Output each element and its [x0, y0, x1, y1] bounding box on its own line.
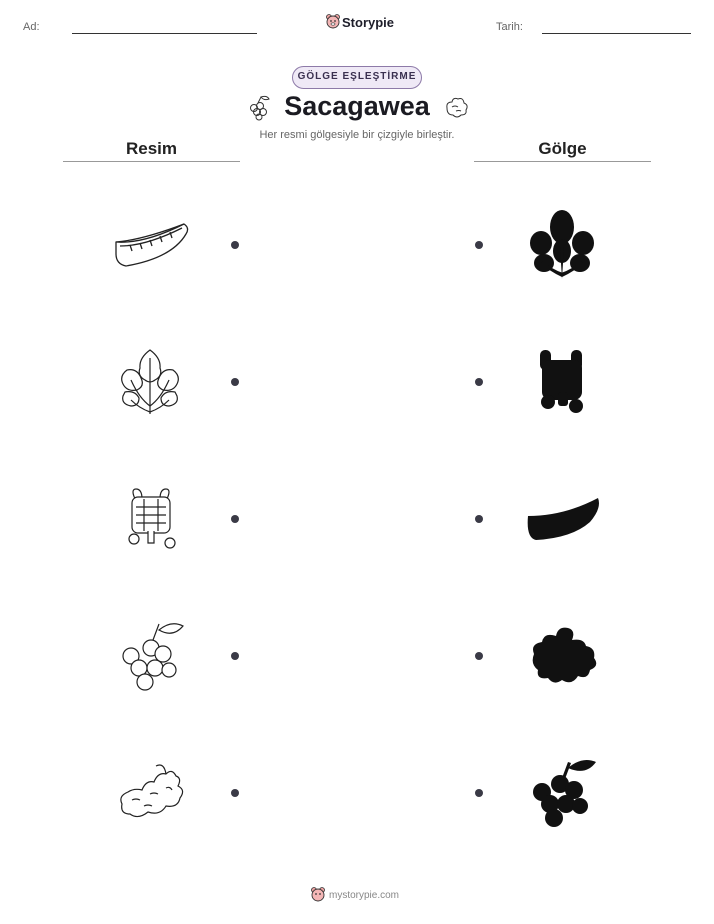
match-dot-left-4[interactable] — [231, 652, 239, 660]
backpack-icon — [124, 485, 178, 553]
ginger-shadow-icon — [528, 624, 600, 688]
date-line — [542, 33, 691, 34]
match-dot-left-5[interactable] — [231, 789, 239, 797]
date-label: Tarih: — [496, 21, 523, 33]
column-header-picture: Resim — [125, 139, 178, 158]
ginger-decoration-icon — [442, 93, 470, 121]
backpack-shadow-icon — [536, 348, 588, 414]
match-dot-left-1[interactable] — [231, 241, 239, 249]
brand-name: Storypie — [342, 15, 395, 30]
match-dot-right-1[interactable] — [475, 241, 483, 249]
berries-decoration-icon — [244, 93, 272, 121]
parsley-shadow-icon — [527, 207, 597, 281]
canoe-shadow-icon — [524, 494, 602, 544]
column-header-shadow: Gölge — [538, 139, 587, 158]
match-dot-left-3[interactable] — [231, 515, 239, 523]
page-title: Sacagawea — [284, 91, 430, 121]
match-dot-right-2[interactable] — [475, 378, 483, 386]
column-underline-picture — [63, 161, 240, 162]
ginger-icon — [116, 760, 188, 824]
berries-shadow-icon — [528, 756, 598, 828]
name-line — [72, 33, 257, 34]
match-dot-right-3[interactable] — [475, 515, 483, 523]
match-dot-right-4[interactable] — [475, 652, 483, 660]
name-label: Ad: — [23, 21, 40, 33]
match-dot-right-5[interactable] — [475, 789, 483, 797]
parsley-icon — [117, 346, 183, 418]
footer-logo-icon — [310, 886, 326, 902]
canoe-icon — [112, 218, 192, 270]
column-underline-shadow — [474, 161, 651, 162]
storypie-logo-icon — [325, 13, 341, 29]
footer-url[interactable]: mystorypie.com — [329, 890, 400, 901]
match-dot-left-2[interactable] — [231, 378, 239, 386]
berries-icon — [117, 620, 185, 692]
instructions: Her resmi gölgesiyle bir çizgiyle birleştir. — [259, 129, 455, 141]
activity-badge: GÖLGE EŞLEŞTİRME — [292, 66, 422, 89]
